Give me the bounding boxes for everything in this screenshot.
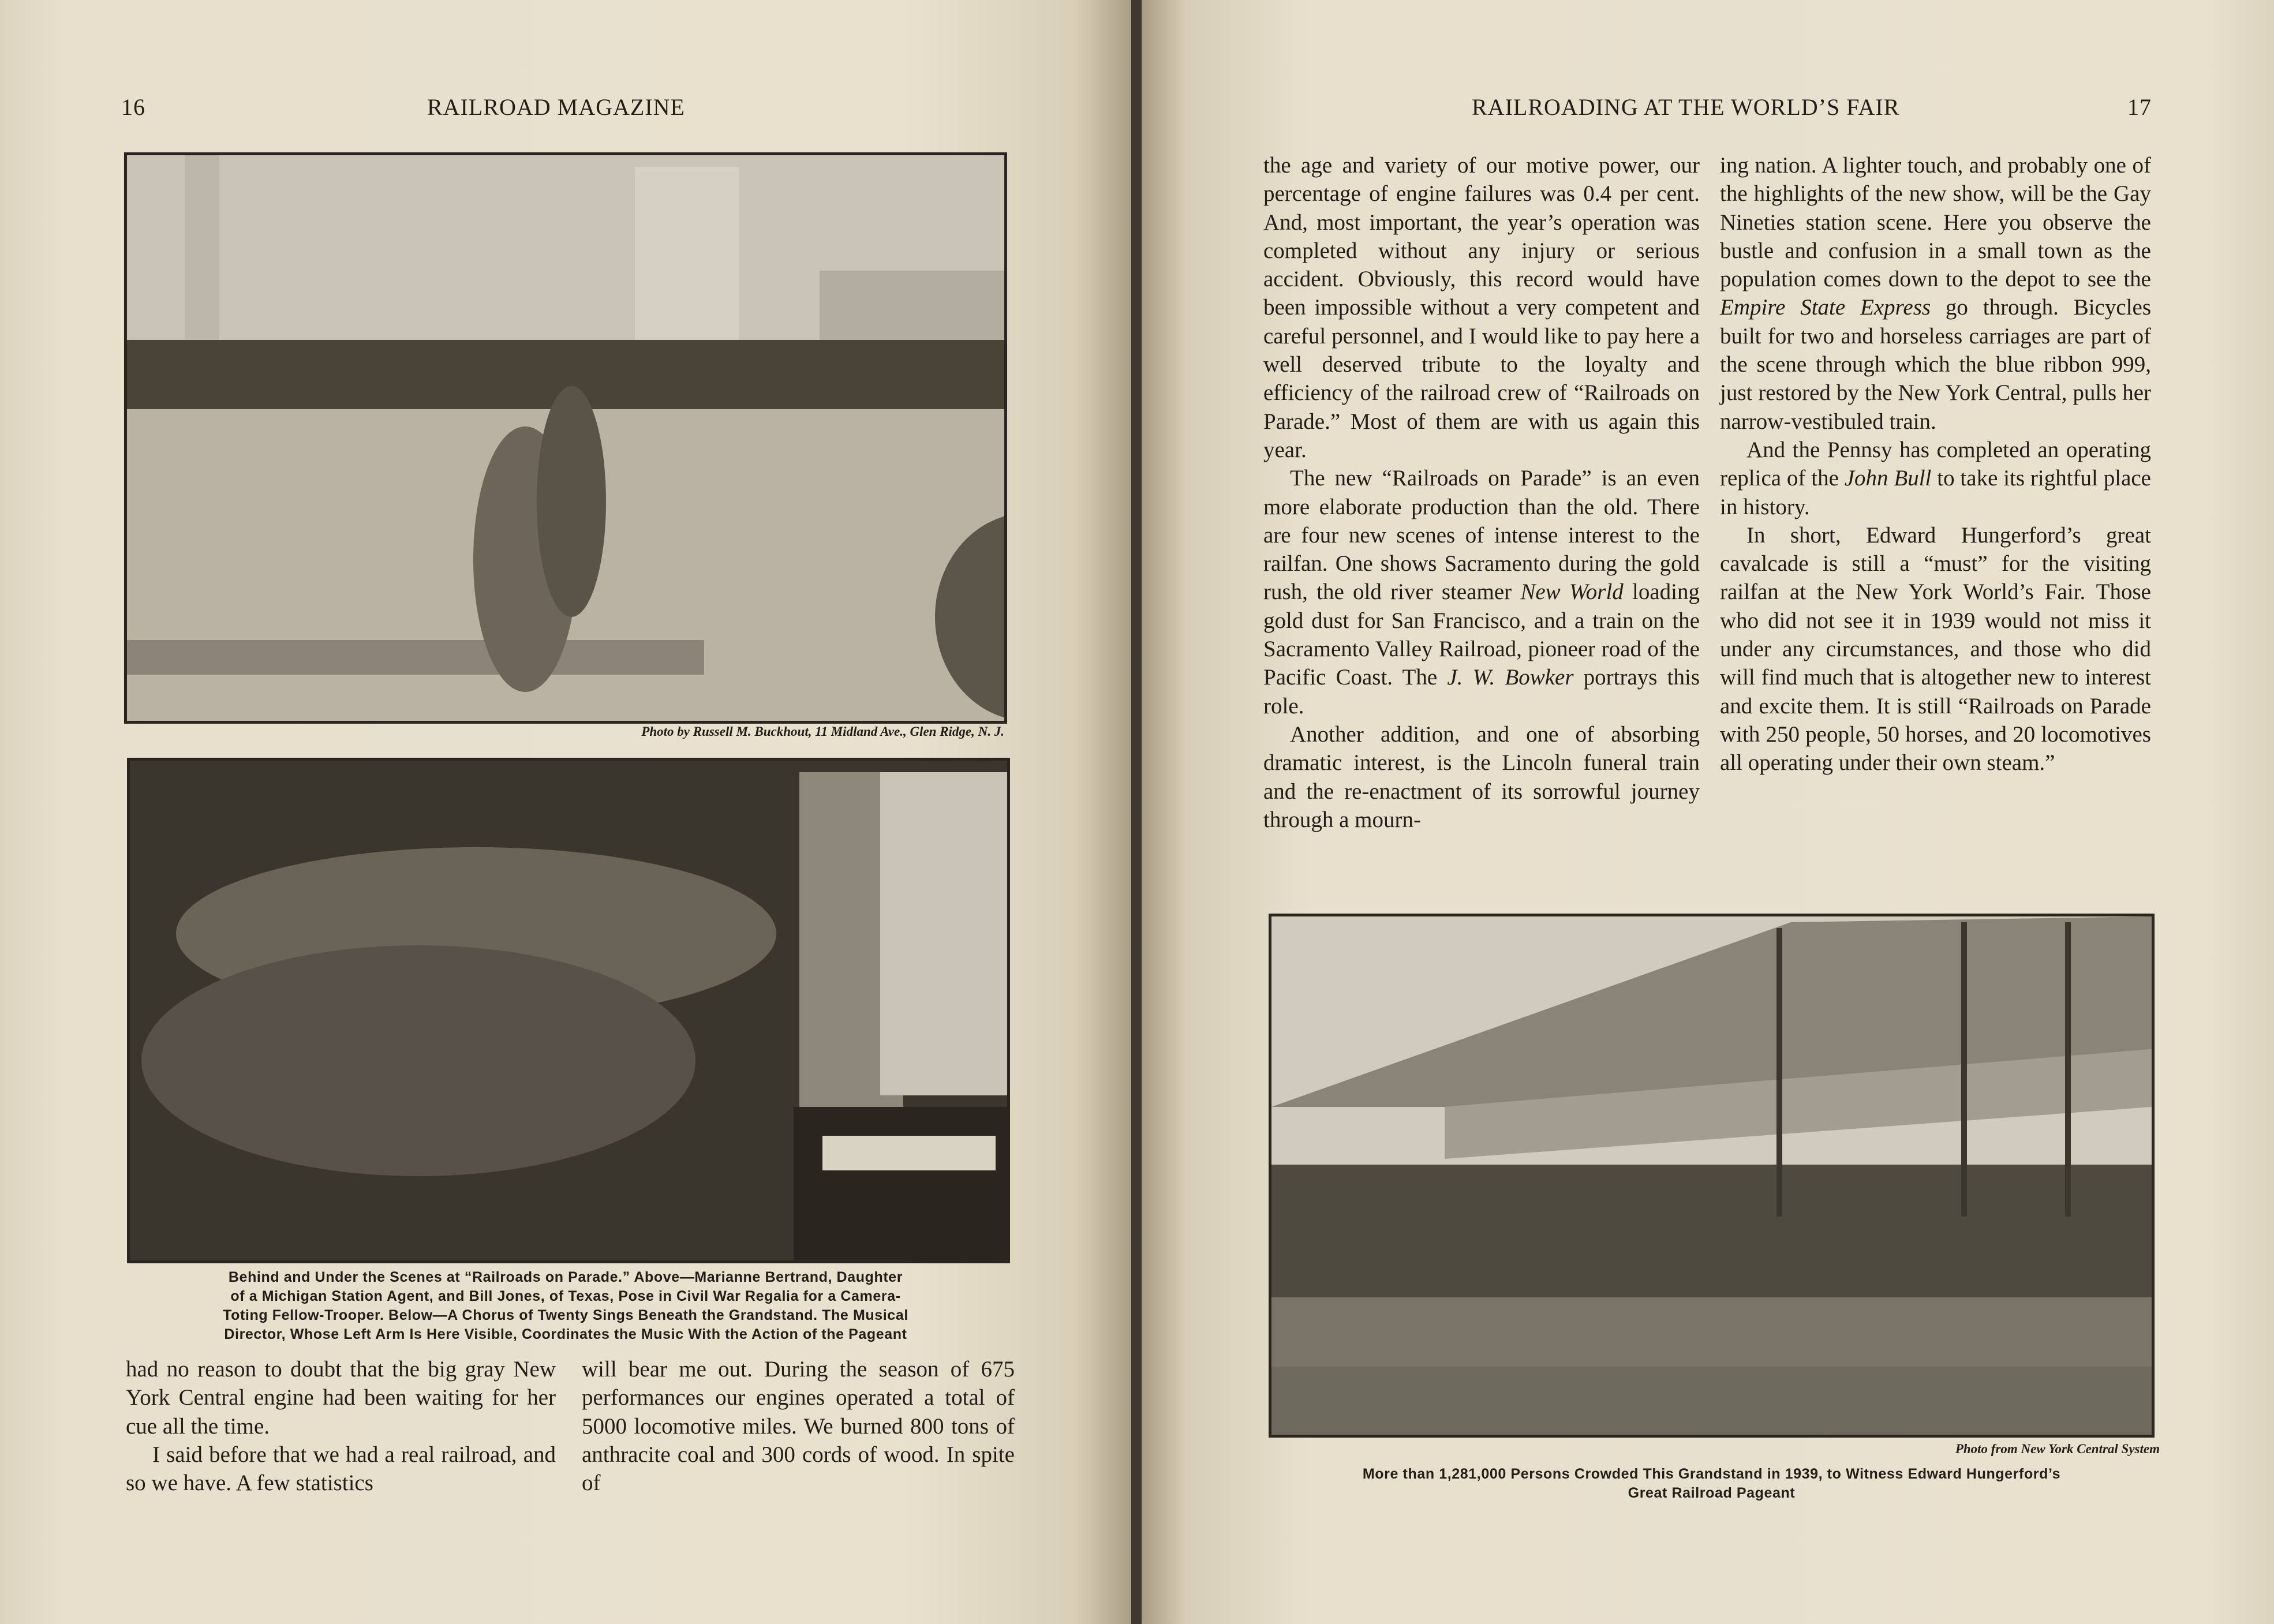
right-text-column-1 bbox=[1263, 151, 1700, 834]
left-text-column-2 bbox=[582, 1355, 1015, 1497]
left-caption bbox=[133, 1268, 998, 1344]
photo-crowd bbox=[1271, 1165, 2152, 1297]
page-number: 17 bbox=[2127, 94, 2152, 120]
text-run: The new “Railroads on Parade” is an even more elaborate production than the old. There are four new scenes of intense interest to the railfan. One shows Sacramento during the gold rush, the old river steamer bbox=[1263, 466, 1700, 605]
italic-run: John Bull bbox=[1844, 466, 1932, 491]
photo-organ bbox=[794, 1107, 1007, 1260]
photo-building bbox=[185, 155, 219, 346]
text-run: go through. Bicycles built for two and horseless carriages are part of the scene through which the blue ribbon 999, just restored by the New York Central, pulls her narrow-vestibuled train. bbox=[1720, 295, 2151, 434]
paragraph: In short, Edward Hungerford’s great cavalcade is still a “must” for the visiting railfan at the New York World’s Fair. Those who did not see it in 1939 would not miss it under any circumstances, and those who did will find much that is altogether new to interest and excite them. It is still “Railroads on Parade with 250 people, 50 horses, and 20 locomotives all operating under their own steam.” bbox=[1720, 522, 2151, 776]
paragraph bbox=[1720, 436, 2151, 521]
caption-line: Behind and Under the Scenes at “Railroads on Parade.” Above—Marianne Bertrand, Daughter bbox=[228, 1269, 903, 1285]
photo-chorus bbox=[141, 945, 695, 1176]
vintage-photo-icon bbox=[127, 155, 1004, 721]
italic-run: J. W. Bowker bbox=[1447, 665, 1574, 690]
running-head: RAILROAD MAGAZINE bbox=[427, 94, 685, 120]
top-photo bbox=[124, 152, 1007, 724]
paragraph: Another addition, and one of absorbing dramatic interest, is the Lincoln funeral train and the re-enactment of its sorrowful journey through a mourn- bbox=[1263, 721, 1700, 832]
paragraph: will bear me out. During the season of 675 performances our engines operated a total of 5000 locomotive miles. We burned 800 tons of anthracite coal and 300 cords of wood. In spite of bbox=[582, 1357, 1015, 1496]
running-head: RAILROADING AT THE WORLD’S FAIR bbox=[1472, 94, 1900, 120]
text-run: ing nation. A lighter touch, and probably one of the highlights of the new show, will be the Gay Nineties station scene. Here you observe the bustle and confusion in a small town as the population comes down to the depot to see the bbox=[1720, 153, 2151, 292]
right-text-column-2 bbox=[1720, 151, 2151, 777]
caption-line: Toting Fellow-Trooper. Below—A Chorus of Twenty Sings Beneath the Grandstand. The Musical bbox=[223, 1307, 908, 1323]
paragraph: had no reason to doubt that the big gray New York Central engine had been waiting for her cue all the time. bbox=[126, 1357, 556, 1439]
text-run: to take its rightful place in history. bbox=[1720, 466, 2151, 519]
right-page bbox=[1142, 0, 2274, 1624]
vintage-photo-icon bbox=[130, 761, 1007, 1260]
bottom-photo bbox=[127, 758, 1010, 1263]
right-caption bbox=[1257, 1465, 2166, 1503]
text-run: And the Pennsy has completed an operating replica of the bbox=[1720, 437, 2151, 491]
paragraph bbox=[1720, 151, 2151, 436]
paragraph: the age and variety of our motive power, our percentage of engine failures was 0.4 per cent. And, most important, the year’s operation was completed without any injury or serious accident. Obviously, this record would have been impossible without a very competent and careful personnel, and I would like to pay here a well deserved tribute to the loyalty and efficiency of the railroad crew of “Railroads on Parade.” Most of them are with us again this year. bbox=[1263, 153, 1700, 462]
book-gutter bbox=[1131, 0, 1142, 1624]
photo-railing bbox=[1271, 1297, 2152, 1367]
grandstand-photo bbox=[1269, 914, 2155, 1438]
caption-line: Great Railroad Pageant bbox=[1628, 1485, 1796, 1501]
caption-line: Director, Whose Left Arm Is Here Visible, Coordinates the Music With the Action of the Pageant bbox=[224, 1326, 907, 1342]
photo-keys bbox=[822, 1136, 996, 1170]
photo-credit: Photo by Russell M. Buckhout, 11 Midland Ave., Glen Ridge, N. J. bbox=[641, 724, 1004, 739]
left-text-column-1 bbox=[126, 1355, 556, 1497]
photo-credit: Photo from New York Central System bbox=[1955, 1442, 2160, 1456]
photo-figure bbox=[537, 386, 606, 617]
italic-run: New World bbox=[1520, 579, 1624, 605]
left-page bbox=[0, 0, 1131, 1624]
text-run: portrays this role. bbox=[1263, 665, 1700, 719]
photo-shadow bbox=[127, 640, 704, 675]
photo-window bbox=[880, 772, 1007, 1095]
paragraph bbox=[1263, 464, 1700, 720]
caption-line: More than 1,281,000 Persons Crowded This Grandstand in 1939, to Witness Edward Hungerford’s bbox=[1362, 1466, 2061, 1482]
page-number: 16 bbox=[121, 94, 145, 120]
paragraph: I said before that we had a real railroad, and so we have. A few statistics bbox=[126, 1442, 556, 1496]
italic-run: Empire State Express bbox=[1720, 295, 1931, 320]
photo-field bbox=[1271, 1367, 2152, 1435]
vintage-photo-icon bbox=[1271, 916, 2152, 1435]
caption-line: of a Michigan Station Agent, and Bill Jones, of Texas, Pose in Civil War Regalia for a Camera- bbox=[230, 1288, 901, 1304]
text-run: loading gold dust for San Francisco, and a train on the Sacramento Valley Railroad, pioneer road of the Pacific Coast. The bbox=[1263, 579, 1700, 690]
